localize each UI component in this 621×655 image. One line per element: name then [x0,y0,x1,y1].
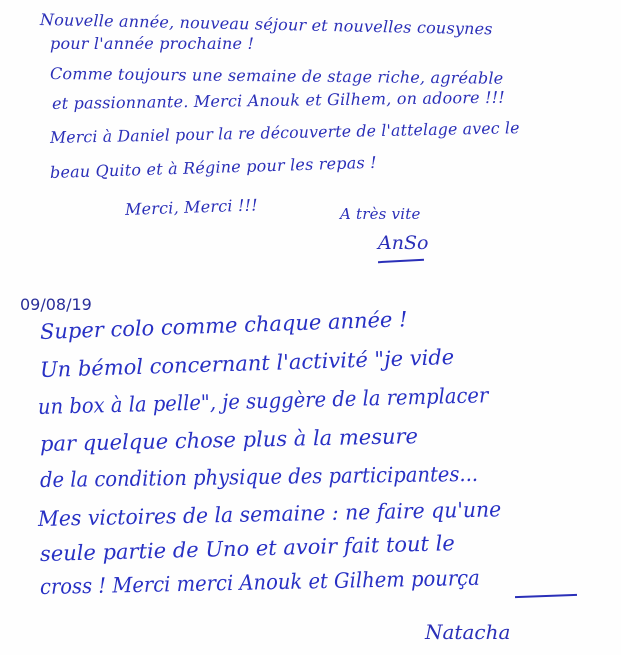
entry-1-line-6: beau Quito et à Régine pour les repas ! [49,152,378,182]
entry-1-line-7: Merci, Merci !!! [124,195,259,219]
signature-underline [378,259,424,263]
entry-1-closing: A très vite [340,205,421,223]
entry-2-line-7: seule partie de Uno et avoir fait tout le [39,531,456,566]
entry-1-line-4: et passionnante. Merci Anouk et Gilhem, on adoore !!! [51,87,506,113]
entry-1-line-3: Comme toujours une semaine de stage riche, agréable [49,64,504,88]
entry-2-line-8: cross ! Merci merci Anouk et Gilhem pourça [39,565,480,599]
entry-2-line-5: de la condition physique des participantes... [39,461,479,492]
pourca-underline [515,594,577,598]
entry-1-signature: AnSo [378,232,429,254]
entry-2-line-1: Super colo comme chaque année ! [39,307,408,344]
entry-2-line-2: Un bémol concernant l'activité "je vide [39,344,455,382]
entry-2-date: 09/08/19 [20,295,92,314]
entry-1-line-2: pour l'année prochaine ! [50,34,255,53]
entry-2-line-4: par quelque chose plus à la mesure [39,424,419,456]
entry-2-signature: Natacha [425,620,511,644]
entry-1-line-1: Nouvelle année, nouveau séjour et nouvelles cousynes [39,10,493,39]
entry-1-line-5: Merci à Daniel pour la re découverte de l'attelage avec le [49,118,520,147]
entry-2-line-6: Mes victoires de la semaine : ne faire qu'une [37,497,502,531]
entry-2-line-3: un box à la pelle", je suggère de la remplacer [37,383,489,419]
